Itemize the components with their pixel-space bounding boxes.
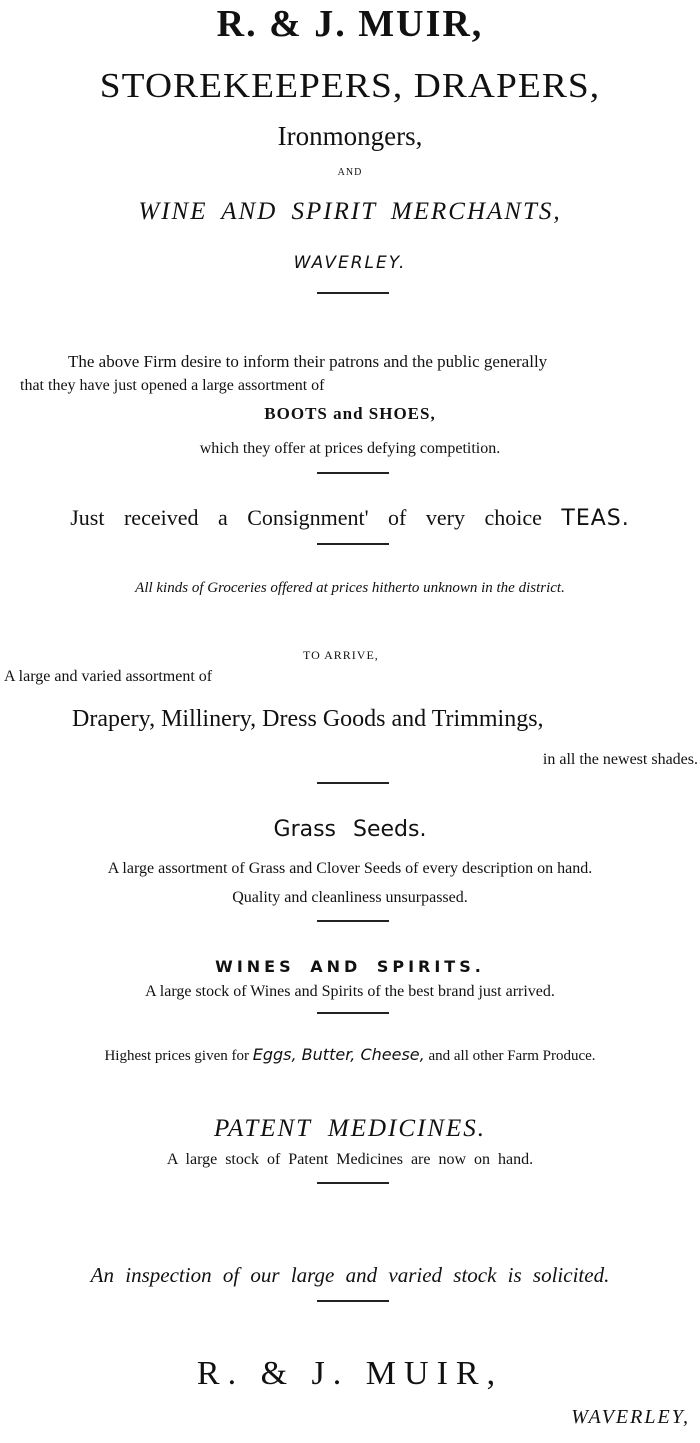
footer-firm-name: R. & J. MUIR, xyxy=(196,1355,504,1392)
patent-medicines-heading: PATENT MEDICINES. xyxy=(213,1115,487,1142)
farm-produce-before: Highest prices given for xyxy=(104,1048,249,1064)
divider xyxy=(317,543,389,545)
drapery-heading: Drapery, Millinery, Dress Goods and Trimmings, xyxy=(72,706,544,732)
boots-notice-line-1: The above Firm desire to inform their patrons and the public generally xyxy=(68,352,548,371)
boots-shoes-heading: BOOTS and SHOES, xyxy=(264,404,436,423)
arrive-intro: A large and varied assortment of xyxy=(4,668,213,685)
wines-spirits-heading: WINES AND SPIRITS. xyxy=(215,957,485,976)
newest-shades-line: in all the newest shades. xyxy=(542,751,698,768)
divider xyxy=(317,292,389,294)
trades-heading: STOREKEEPERS, DRAPERS, xyxy=(99,66,601,105)
farm-produce-notice xyxy=(0,1045,700,1065)
boots-notice-line-2: that they have just opened a large assortment of xyxy=(20,377,325,394)
teas-notice-text: Just received a Consignment' of very choice xyxy=(70,505,542,530)
divider xyxy=(317,782,389,784)
divider xyxy=(317,1300,389,1302)
merchants-heading: WINE AND SPIRIT MERCHANTS, xyxy=(138,198,562,225)
ironmongers-line: Ironmongers, xyxy=(277,121,423,151)
farm-produce-after: and all other Farm Produce. xyxy=(428,1048,596,1064)
groceries-notice: All kinds of Groceries offered at prices hitherto unknown in the district. xyxy=(135,580,565,596)
grass-seeds-line-2: Quality and cleanliness unsurpassed. xyxy=(232,889,468,906)
divider xyxy=(317,1182,389,1184)
grass-seeds-line-1: A large assortment of Grass and Clover Seeds of every description on hand. xyxy=(107,860,593,877)
town-line: WAVERLEY. xyxy=(293,253,407,273)
wines-spirits-line-1: A large stock of Wines and Spirits of the best brand just arrived. xyxy=(145,983,555,1000)
farm-produce-items: Eggs, Butter, Cheese, xyxy=(252,1045,425,1064)
to-arrive-label: TO ARRIVE, xyxy=(303,648,379,662)
teas-highlight: TEAS. xyxy=(561,506,630,531)
firm-name-heading: R. & J. MUIR, xyxy=(216,3,484,45)
divider xyxy=(317,920,389,922)
teas-notice xyxy=(0,505,700,531)
boots-notice-line-3: which they offer at prices defying competition. xyxy=(199,440,501,457)
footer-town: WAVERLEY, xyxy=(571,1406,690,1428)
patent-medicines-line-1: A large stock of Patent Medicines are now on hand. xyxy=(166,1151,534,1168)
divider xyxy=(317,472,389,474)
divider xyxy=(317,1012,389,1014)
grass-seeds-heading: Grass Seeds. xyxy=(273,817,427,842)
inspection-notice: An inspection of our large and varied stock is solicited. xyxy=(90,1263,610,1287)
and-line: AND xyxy=(337,167,363,178)
